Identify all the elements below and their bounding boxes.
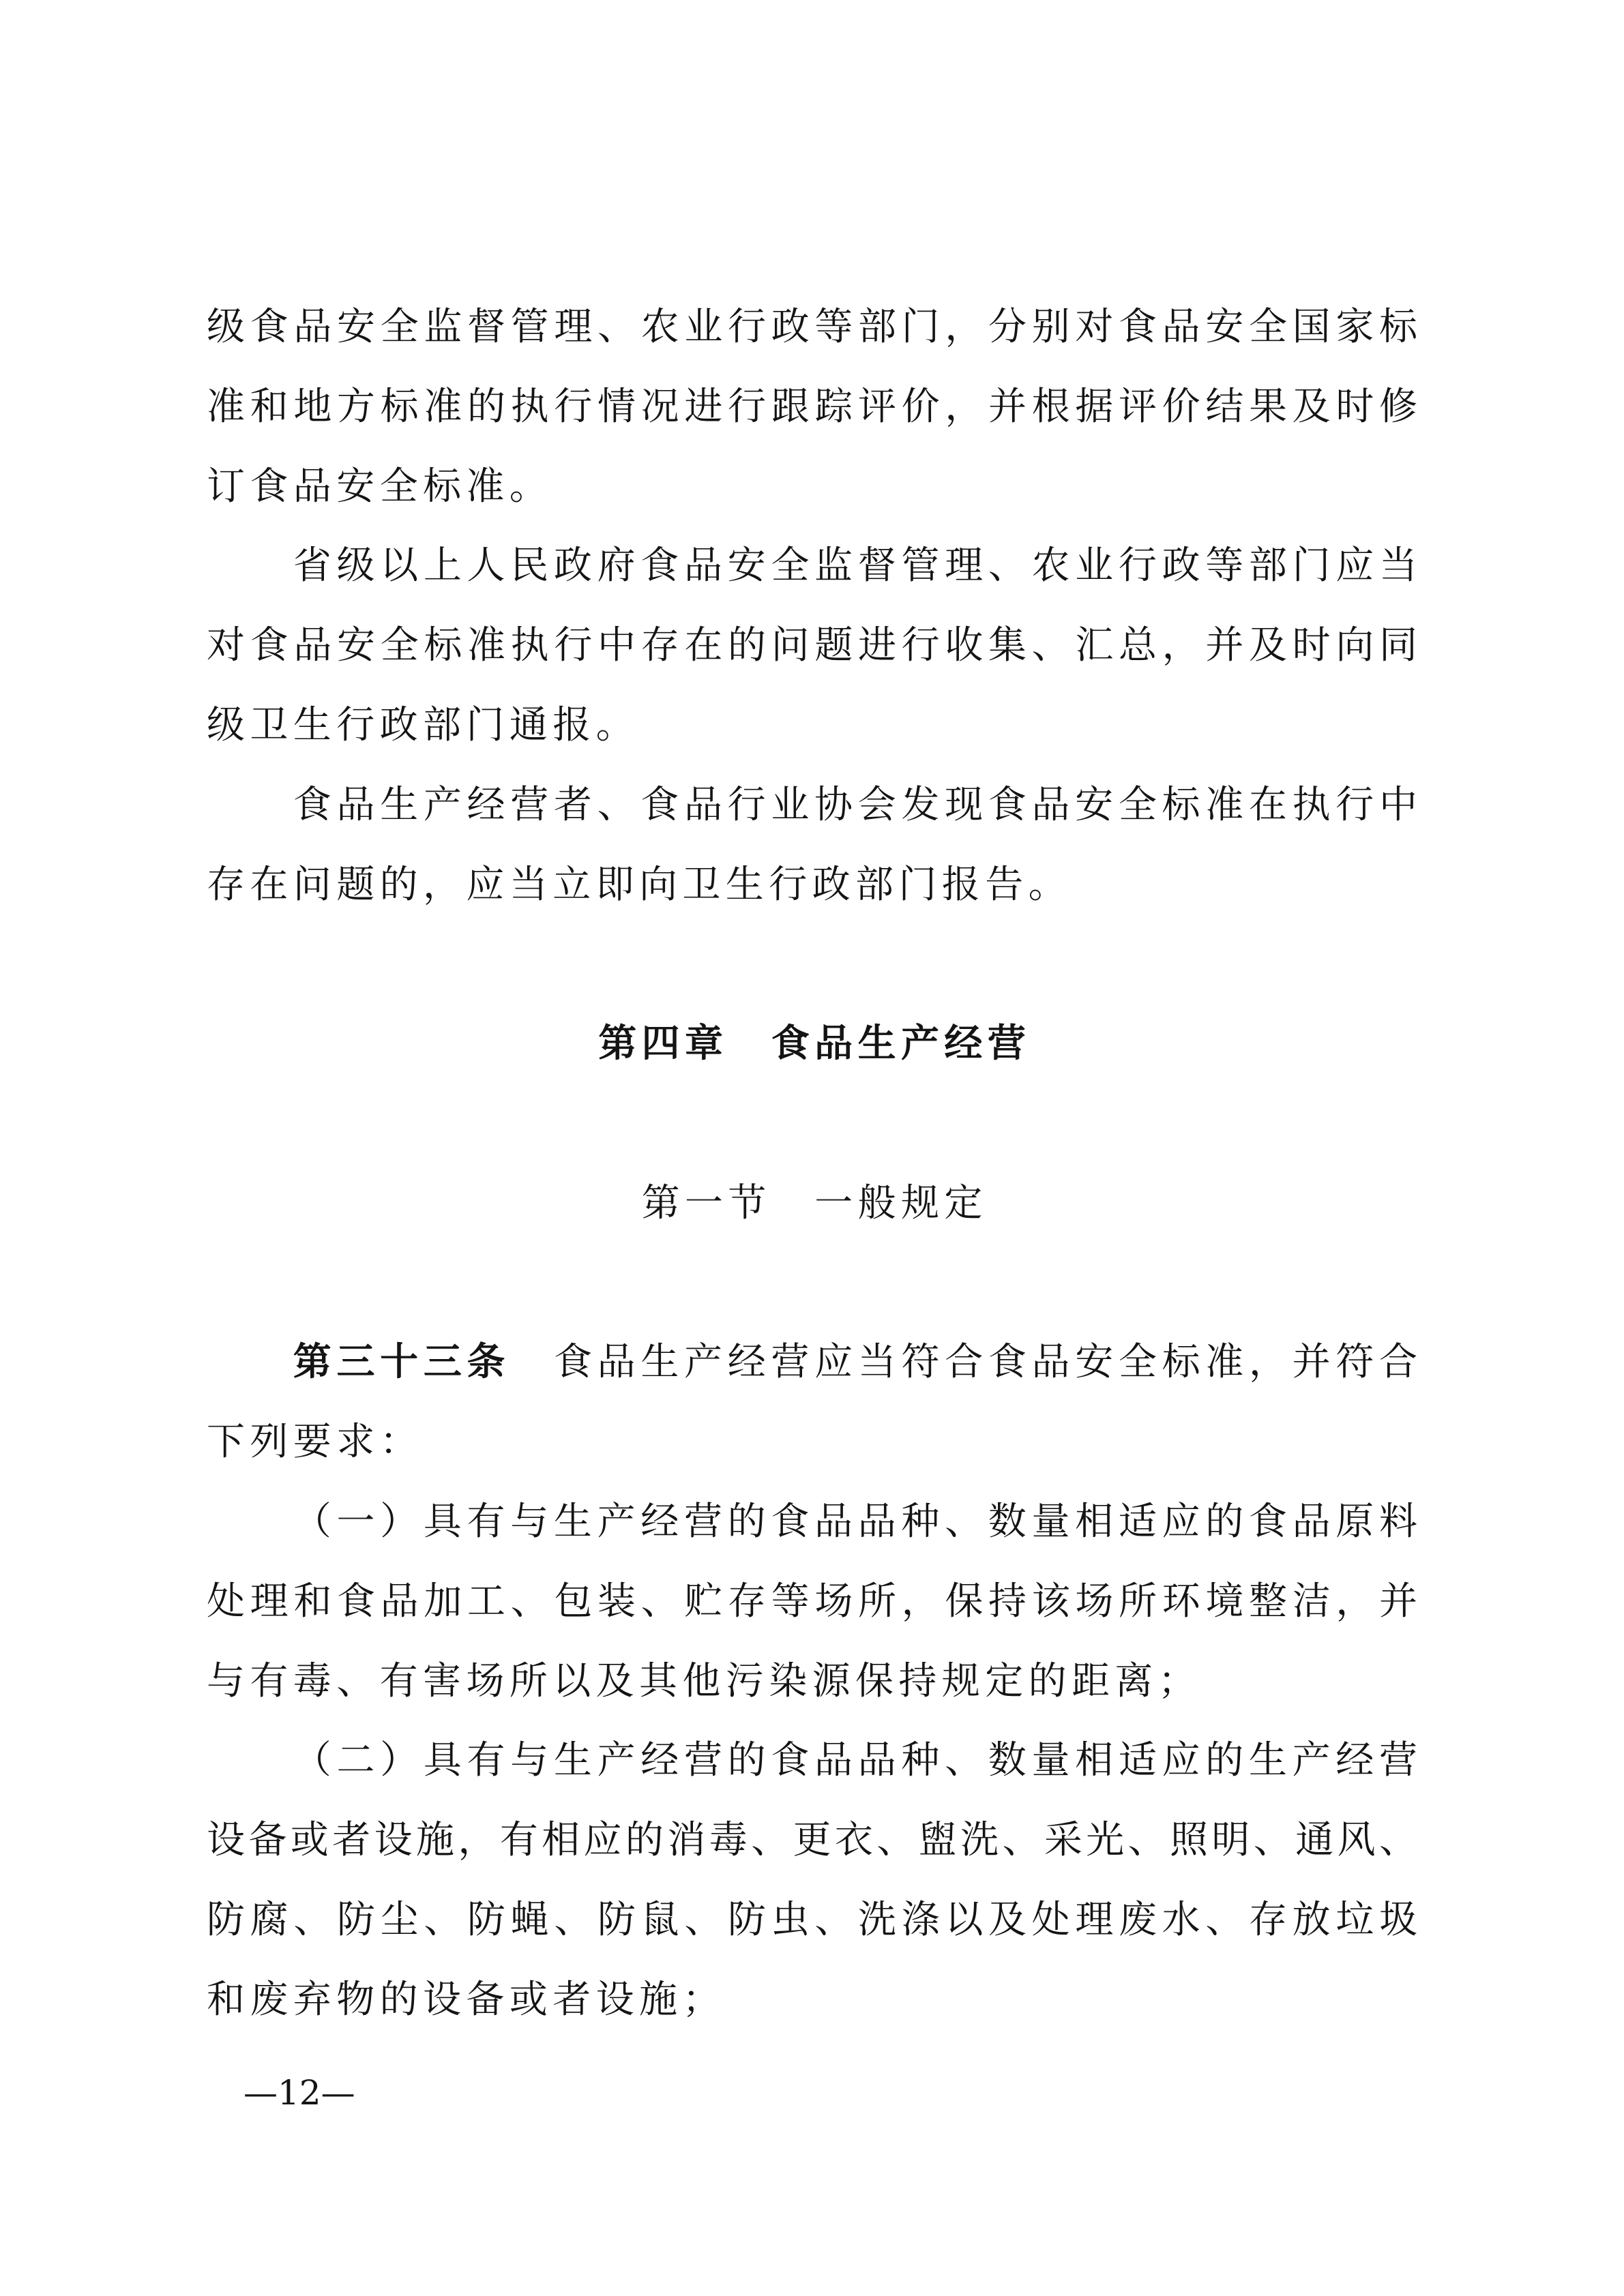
body-line: 食品生产经营者、食品行业协会发现食品安全标准在执行中 xyxy=(293,782,1417,827)
article-item-line: （一）具有与生产经营的食品品种、数量相适应的食品原料 xyxy=(293,1499,1417,1544)
article-item-line: 和废弃物的设备或者设施； xyxy=(207,1977,726,2022)
article-item-line: 防腐、防尘、防蝇、防鼠、防虫、洗涤以及处理废水、存放垃圾 xyxy=(207,1897,1417,1942)
body-line: 存在问题的，应当立即向卫生行政部门报告。 xyxy=(207,862,1072,907)
page-number: —12— xyxy=(243,2073,355,2113)
section-heading: 第一节 一般规定 xyxy=(641,1180,988,1225)
body-line: 级卫生行政部门通报。 xyxy=(207,702,639,747)
body-line: 下列要求： xyxy=(207,1420,423,1465)
blank-line xyxy=(207,1244,1417,1324)
page-text xyxy=(207,288,1417,2040)
body-line: 级食品安全监督管理、农业行政等部门，分别对食品安全国家标 xyxy=(207,305,1417,349)
article-item-line: 处理和食品加工、包装、贮存等场所，保持该场所环境整洁，并 xyxy=(207,1579,1417,1624)
body-line: 对食品安全标准执行中存在的问题进行收集、汇总，并及时向同 xyxy=(207,623,1417,668)
body-line: 准和地方标准的执行情况进行跟踪评价，并根据评价结果及时修 xyxy=(207,384,1417,429)
article-item-line: 设备或者设施，有相应的消毒、更衣、盥洗、采光、照明、通风、 xyxy=(207,1818,1417,1863)
article-label: 第三十三条 xyxy=(293,1340,511,1385)
article-item-line: （二）具有与生产经营的食品品种、数量相适应的生产经营 xyxy=(293,1738,1417,1783)
body-line: 订食品安全标准。 xyxy=(207,464,553,509)
body-line: 省级以上人民政府食品安全监督管理、农业行政等部门应当 xyxy=(293,543,1417,588)
chapter-heading: 第四章 食品生产经营 xyxy=(598,1022,1031,1067)
article-item-line: 与有毒、有害场所以及其他污染源保持规定的距离； xyxy=(207,1658,1202,1703)
article-first-line xyxy=(207,1323,1417,1403)
article-text: 食品生产经营应当符合食品安全标准，并符合 xyxy=(510,1340,1418,1385)
blank-line xyxy=(207,1084,1417,1164)
blank-line xyxy=(207,925,1417,1004)
